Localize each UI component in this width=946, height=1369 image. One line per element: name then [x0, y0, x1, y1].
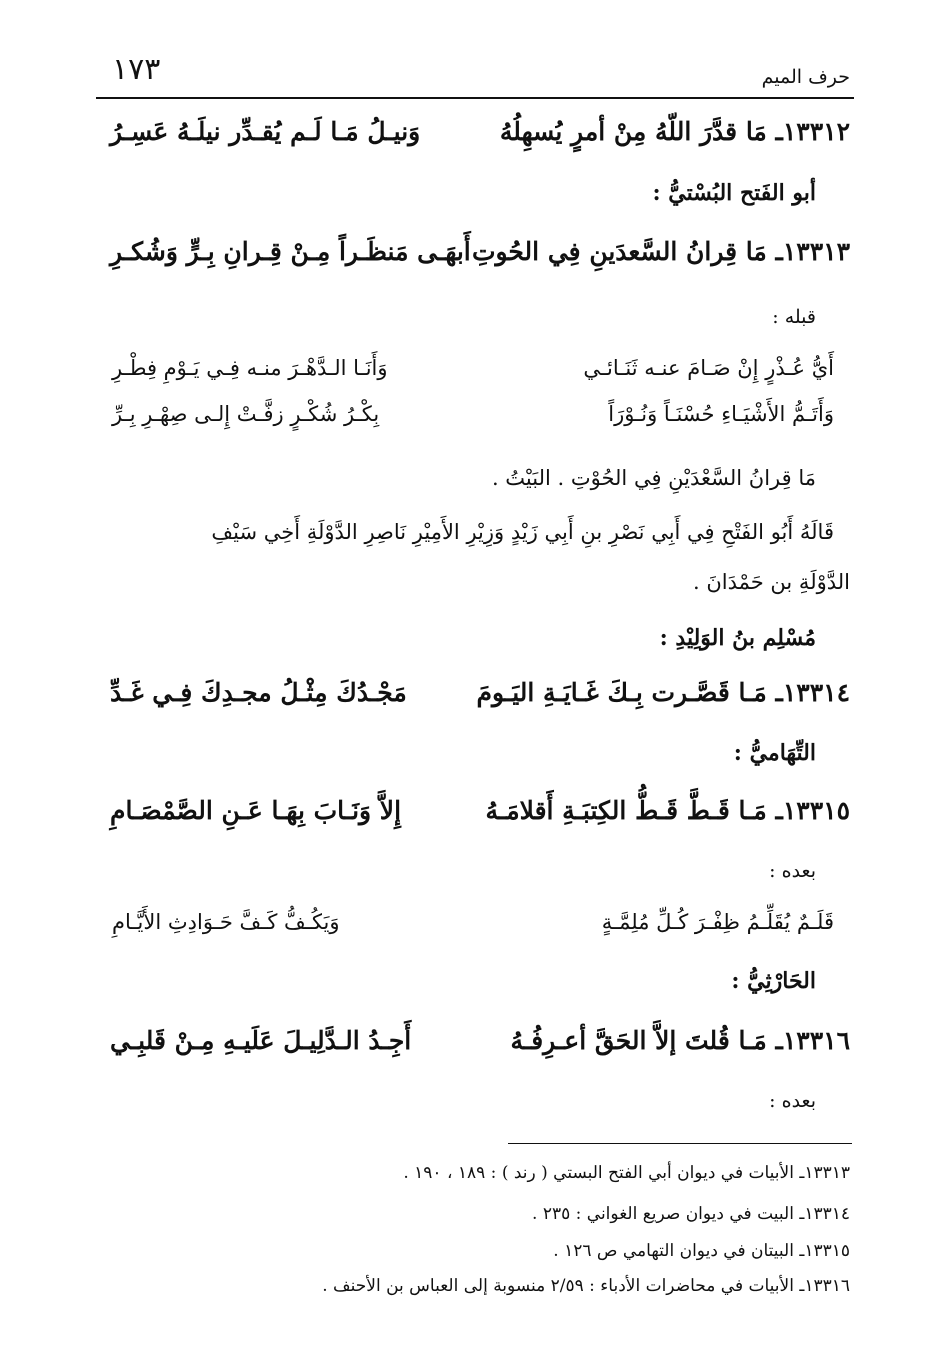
verse-13312-second-hemistich: وَنيـلُ مَـا لَـم يُقـدِّر نيلَـهُ عَسِـرُ	[110, 117, 421, 146]
quoted-verse-1-first: أَيُّ عُـذْرٍ إِنْ صَـامَ عنـه ثَنَـائـي	[583, 356, 834, 380]
poet-name: التِّهَاميُّ :	[733, 740, 816, 766]
prose-line-1: قَالَهُ أَبُو الفَتْحِ فِي أَبِي نَصْرِ بنِ أَبِي زَيْدٍ وَزِيْرِ الأَمِيْرِ نَاصِرِ الدَّوْلَةِ أَخِي سَيْفِ	[211, 520, 834, 544]
quoted-verse-2-second: بِكْـرُ شُكْـرٍ زفَّـتْ إِلـى صِهْـرِ بِـرِّ	[112, 402, 380, 426]
header-rule	[96, 97, 854, 99]
footnote-13315: ١٣٣١٥ـ البيتان في ديوان التهامي ص ١٢٦ .	[553, 1241, 850, 1261]
footnote-13313: ١٣٣١٣ـ الأبيات في ديوان أبي الفتح البستي ( رند ) : ١٨٩ ، ١٩٠ .	[403, 1163, 850, 1183]
note-after: بعده :	[769, 860, 816, 882]
footnote-13314: ١٣٣١٤ـ البيت في ديوان صريع الغواني : ٢٣٥ .	[532, 1204, 850, 1224]
verse-13314-first-hemistich: ١٣٣١٤ـ مَـا قَصَّـرت بِـكَ غَـايَـةِ اليَـومَ	[476, 678, 850, 707]
poet-name: أبو الفَتح البُسْتيُّ :	[652, 180, 816, 206]
quoted-verse-3-second: وَيَكُـفُّ كَـفَّ حَـوَادِثِ الأَيَّـامِ	[112, 910, 340, 934]
verse-13316-first-hemistich: ١٣٣١٦ـ مَـا قُلتَ إلاَّ الحَقَّ أعـرِفُـهُ	[510, 1026, 850, 1055]
verse-13312-first-hemistich: ١٣٣١٢ـ مَا قدَّرَ اللّهُ مِنْ أمرٍ يُسهِلُهُ	[499, 117, 850, 146]
prose-reference: مَا قِرانُ السَّعْدَيْنِ فِي الحُوْتِ . البَيْتُ .	[491, 466, 816, 490]
note-after: بعده :	[769, 1090, 816, 1112]
verse-13314-second-hemistich: مَجْـدُكَ مِثْـلُ مجـدِكَ فِـي غَـدِّ	[110, 678, 407, 707]
page-number: ١٧٣	[112, 52, 161, 87]
poet-name: الحَارْثِيُّ :	[731, 968, 816, 994]
verse-13313-second-hemistich: أَبهَـى مَنظَـراً مِـنْ قِـرانِ بِـرٍّ وَشُكـرِ	[110, 237, 471, 266]
verse-13316-second-hemistich: أَجِـدُ الـدَّلِيـلَ عَلَيـهِ مِـنْ قَلبِـي	[110, 1026, 412, 1055]
note-before: قبله :	[772, 306, 816, 328]
quoted-verse-2-first: وَأَتَـمُّ الأَشْيَـاءِ حُسْنَـاً وَنُـوْرَاً	[608, 402, 834, 426]
verse-13313-first-hemistich: ١٣٣١٣ـ مَا قِرانُ السَّعدَينِ فِي الحُوتِ	[471, 237, 850, 266]
footnote-13316: ١٣٣١٦ـ الأبيات في محاضرات الأدباء : ٢/٥٩ منسوبة إلى العباس بن الأحنف .	[322, 1276, 850, 1296]
quoted-verse-1-second: وَأَنَـا الـدَّهْـرَ منـه فِـي يَـوْمِ فِطْـرِ	[112, 356, 388, 380]
section-title: حرف الميم	[761, 66, 850, 88]
verse-13315-second-hemistich: إِلاَّ وَنَـابَ بِهَـا عَـنِ الصَّمْصَـامِ	[110, 796, 402, 825]
prose-line-2: الدَّوْلَةِ بن حَمْدَانَ .	[693, 570, 850, 594]
poet-name: مُسْلِم بنُ الوَلِيْدِ :	[659, 625, 816, 651]
verse-13315-first-hemistich: ١٣٣١٥ـ مَـا قَـطَّ قَـطُّ الكِتبَـةِ أَقلامَـهُ	[485, 796, 850, 825]
footnote-rule	[508, 1143, 852, 1144]
quoted-verse-3-first: قَلَـمٌ يُقَلِّـمُ ظِفْـرَ كُـلِّ مُلِمَّـةٍ	[601, 910, 834, 934]
